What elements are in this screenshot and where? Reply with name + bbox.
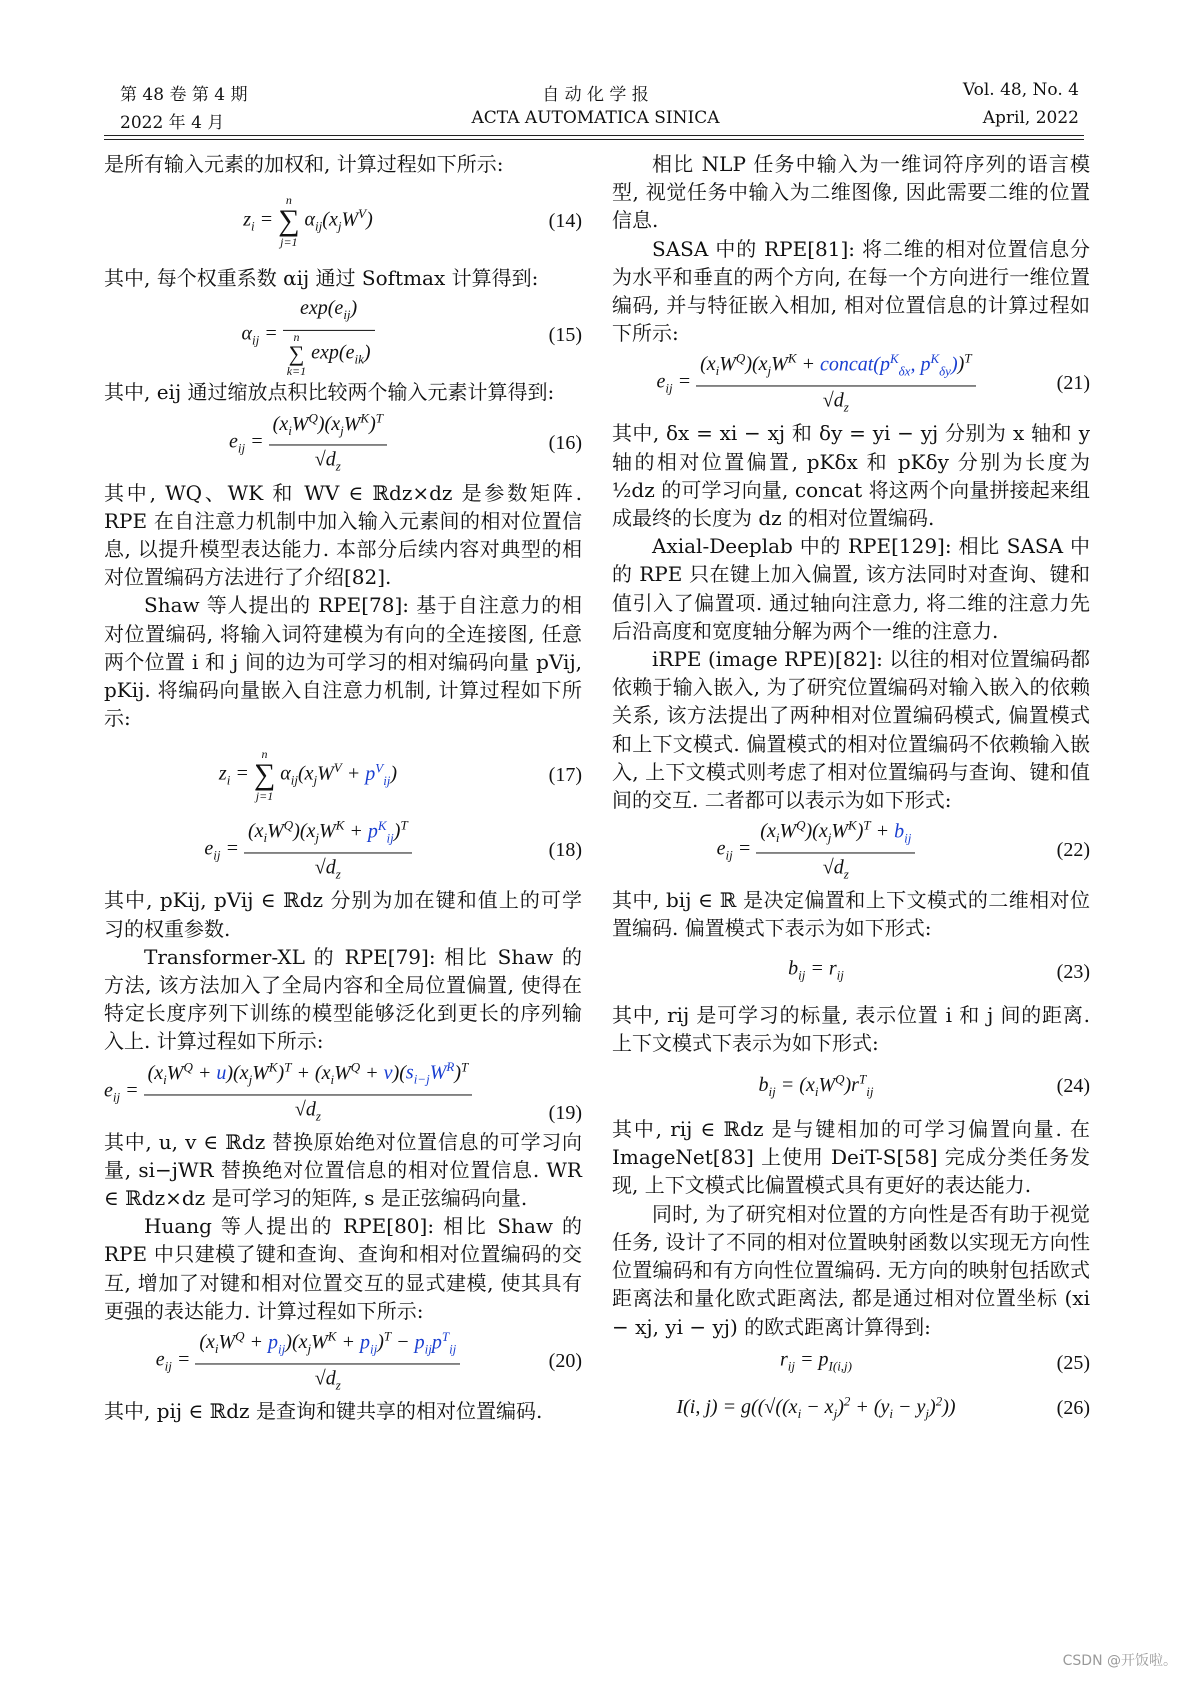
equation-number: (22)	[1056, 839, 1090, 862]
paragraph: 其中, pij ∈ ℝdz 是查询和键共享的相对位置编码.	[104, 1399, 543, 1424]
watermark: CSDN @开饭啦。	[1062, 1653, 1177, 1669]
paragraph: 其中, pKij, pVij ∈ ℝdz 分别为加在键和值上的可学习的权重参数.	[104, 888, 582, 941]
right-column	[612, 150, 1090, 1435]
journal-en: ACTA AUTOMATICA SINICA	[471, 108, 720, 128]
equation-17: $z_i$ = n ∑ j=1 $\alpha_{ij}(x_jW^V + p^V_{ij})$ (17)	[218, 747, 582, 804]
paragraph: 其中, rij 是可学习的标量, 表示位置 i 和 j 间的距离. 上下文模式下表示为如下形式:	[612, 1002, 1090, 1055]
equation-14: $z_i$ = n ∑ j=1 $\alpha_{ij}(x_jW^V)$ (14)	[243, 193, 582, 250]
paragraph: 是所有输入元素的加权和, 计算过程如下所示:	[104, 152, 504, 176]
equation-number: (20)	[548, 1349, 582, 1372]
paragraph: 同时, 为了研究相对位置的方向性是否有助于视觉任务, 设计了不同的相对位置映射函数以实现无方向性位置编码和有方向性位置编码. 无方向的映射包括欧式距离法和量化欧式距离法, 都是通过相对位置坐标 (xi − xj, yi − yj) 的欧式距离计算得到:	[612, 1201, 1090, 1339]
paragraph: SASA 中的 RPE[81]: 将二维的相对位置信息分为水平和垂直的两个方向, 在每一个方向进行一维位置编码, 并与特征嵌入相加, 相对位置信息的计算过程如下所示:	[612, 236, 1090, 346]
paragraph: 其中, δx = xi − xj 和 δy = yi − yj 分别为 x 轴和 y 轴的相对位置偏置, pKδx 和 pKδy 分别为长度为 ½dz 的可学习向量, concat 将这两个向量拼接起来组成最终的长度为 dz 的相对位置编码.	[612, 421, 1090, 531]
equation-22: $e_{ij}$ = $\frac{(x_iW^Q)(x_jW^K)^T + b_{ij}}{√d_z}$ (22)	[612, 818, 1090, 882]
paragraph: 相比 NLP 任务中输入为一维词符序列的语言模型, 视觉任务中输入为二维图像, 因此需要二维的位置信息.	[612, 152, 1090, 233]
equation-19: $e_{ij}$ = $\frac{(x_iW^Q + u)(x_jW^K)^T + (x_iW^Q + v)(s_{i-j}W^R)^T}{√d_z}$ (19)	[104, 1060, 582, 1124]
equation-number: (19)	[548, 1102, 582, 1125]
header-rule-2	[104, 139, 1084, 140]
paragraph: Shaw 等人提出的 RPE[78]: 基于自注意力的相对位置编码, 将输入词符建模为有向的全连接图, 任意两个位置 i 和 j 间的边为可学习的相对编码向量 pVij, pKij. 将编码向量嵌入自注意力机制, 计算过程如下所示:	[104, 593, 582, 731]
equation-26: I(i, $j) = g((√((x_i - x_j)^2 + (y_i - y_j)^2))$ (26)	[676, 1393, 1090, 1421]
equation-number: (24)	[1056, 1074, 1090, 1097]
paragraph: 其中, eij 通过缩放点积比较两个输入元素计算得到:	[104, 380, 555, 405]
equation-number: (17)	[548, 764, 582, 787]
paragraph: Transformer-XL 的 RPE[79]: 相比 Shaw 的方法, 该方法加入了全局内容和全局位置偏置, 使得在特定长度序列下训练的模型能够泛化到更长的序列输入上. 计算过程如下所示:	[104, 944, 582, 1054]
equation-number: (16)	[548, 431, 582, 454]
paragraph: iRPE (image RPE)[82]: 以往的相对位置编码都依赖于输入嵌入, 为了研究位置编码对输入嵌入的依赖关系, 该方法提出了两种相对位置编码模式, 偏置模式和上下文模式. 偏置模式的相对位置编码不依赖输入嵌入, 上下文模式则考虑了相对位置编码与查询、键和值间的交互. 二者都可以表示为如下形式:	[612, 647, 1090, 813]
volume-cn: 第 48 卷 第 4 期	[120, 85, 248, 105]
paragraph: 其中, WQ、WK 和 WV ∈ ℝdz×dz 是参数矩阵. RPE 在自注意力机制中加入输入元素间的相对位置信息, 以提升模型表达能力. 本部分后续内容对典型的相对位置编码方法进行了介绍[82].	[104, 480, 582, 590]
paragraph: Axial-Deeplab 中的 RPE[129]: 相比 SASA 中的 RPE 只在键上加入偏置, 该方法同时对查询、键和值引入了偏置项. 通过轴向注意力, 将二维的注意力先后沿高度和宽度轴分解为两个一维的注意力.	[612, 534, 1090, 643]
equation-23: $b_{ij} = r_{ij}$ (23)	[612, 947, 1090, 997]
equation-21: $e_{ij}$ = $\frac{(x_iW^Q)(x_jW^K + concat(p^K_{\delta x}, p^K_{\delta y}))^T}{√d_z}$ (21)	[612, 351, 1090, 415]
journal-cn: 自 动 化 学 报	[542, 85, 649, 105]
equation-18: $e_{ij}$ = $\frac{(x_iW^Q)(x_jW^K + p^K_{ij})^T}{√d_z}$ (18)	[104, 818, 582, 882]
paragraph: 其中, rij ∈ ℝdz 是与键相加的可学习偏置向量. 在 ImageNet[83] 上使用 DeiT-S[58] 完成分类任务发现, 上下文模式比偏置模式具有更好的表达能力.	[612, 1117, 1090, 1198]
equation-16: $e_{ij}$ = $\frac{(x_iW^Q)(x_jW^K)^T}{√d_z}$ (16)	[104, 411, 582, 475]
header-rule-1	[104, 135, 1084, 136]
equation-15: $\alpha_{ij}$ = $\exp(e_{ij})$ n ∑ k=1 $\exp(e_{ik})$ (15)	[104, 296, 582, 374]
date-cn: 2022 年 4 月	[120, 113, 225, 133]
paragraph: 其中, bij ∈ ℝ 是决定偏置和上下文模式的二维相对位置编码. 偏置模式下表示为如下形式:	[612, 888, 1090, 941]
equation-25: $r_{ij} = p_{I(i,j)}$ (25)	[612, 1345, 1090, 1381]
equation-number: (18)	[548, 839, 582, 862]
equation-20: $e_{ij}$ = $\frac{(x_iW^Q + p_{ij})(x_jW^K + p_{ij})^T - p_{ij}p^T_{ij}}{√d_z}$ (20)	[104, 1329, 582, 1393]
date-en: April, 2022	[982, 108, 1079, 128]
equation-number: (21)	[1056, 372, 1090, 395]
equation-24: $b_{ij} = (x_iW^Q)r^T_{ij}$ (24)	[758, 1071, 1090, 1100]
paragraph: 其中, u, v ∈ ℝdz 替换原始绝对位置信息的可学习向量, si−jWR 替换绝对位置信息的相对位置信息. WR ∈ ℝdz×dz 是可学习的矩阵, s 是正弦编码向量.	[104, 1129, 582, 1211]
equation-number: (25)	[1056, 1351, 1090, 1374]
paragraph: Huang 等人提出的 RPE[80]: 相比 Shaw 的 RPE 中只建模了键和查询、查询和相对位置编码的交互, 增加了对键和相对位置交互的显式建模, 使其具有更强的表达能力. 计算过程如下所示:	[104, 1214, 582, 1323]
equation-number: (23)	[1056, 960, 1090, 983]
equation-number: (26)	[1056, 1396, 1090, 1419]
paragraph: 其中, 每个权重系数 αij 通过 Softmax 计算得到:	[104, 266, 539, 291]
volume-en: Vol. 48, No. 4	[962, 80, 1079, 100]
equation-number: (14)	[548, 210, 582, 233]
left-column	[104, 150, 582, 1425]
equation-number: (15)	[548, 324, 582, 347]
